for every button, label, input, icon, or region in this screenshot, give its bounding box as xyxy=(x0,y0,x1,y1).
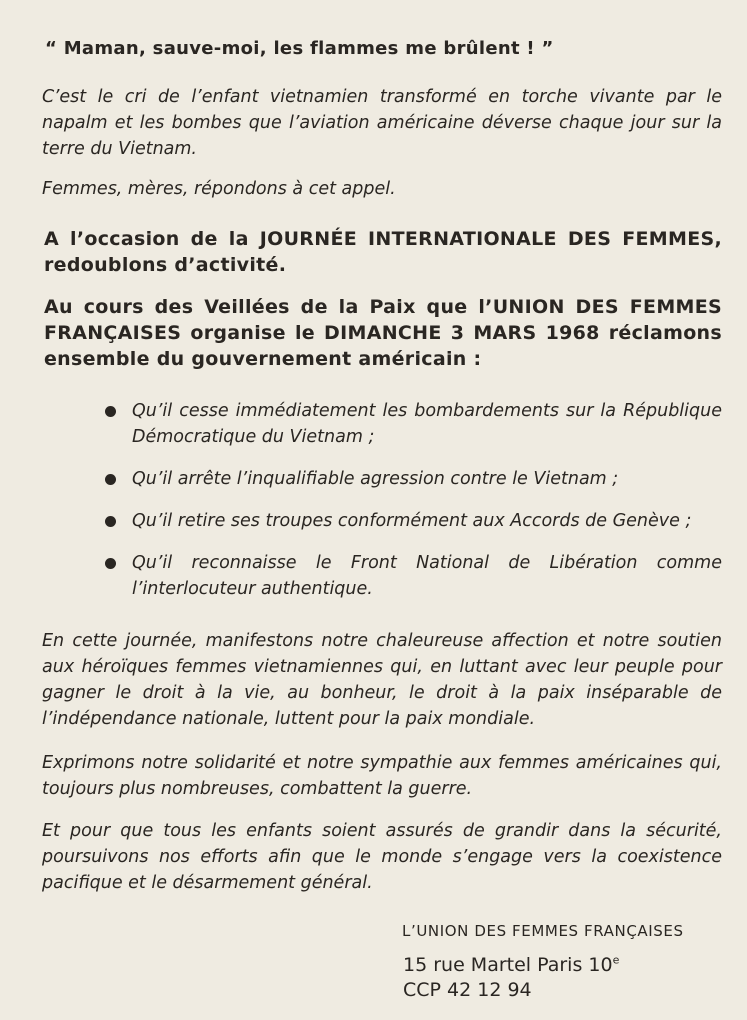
solidarity-vietnam-paragraph: En cette journée, manifestons notre chaleureuse affection et notre soutien aux héroïques femmes vietnamiennes qui, en luttant avec leur peuple pour gagner le droit à la vie, au bonheur, le droit à la paix inséparable de l’indépendance nationale, luttent pour la paix mondiale. xyxy=(42,631,722,729)
demands-list xyxy=(100,398,722,602)
ccp-number: CCP 42 12 94 xyxy=(403,979,532,1001)
bullet-icon xyxy=(105,406,116,417)
demand-text: Qu’il retire ses troupes conformément aux Accords de Genève ; xyxy=(132,511,692,531)
list-item xyxy=(100,508,722,534)
address-superscript: e xyxy=(612,953,620,967)
list-item xyxy=(100,398,722,450)
bullet-icon xyxy=(105,516,116,527)
signature-organization: L’UNION DES FEMMES FRANÇAISES xyxy=(402,922,684,940)
list-item xyxy=(100,466,722,492)
intro-paragraph: C’est le cri de l’enfant vietnamien transformé en torche vivante par le napalm et les bombes que l’aviation américaine déverse chaque jour sur la terre du Vietnam. xyxy=(42,87,722,159)
solidarity-america-paragraph: Exprimons notre solidarité et notre sympathie aux femmes américaines qui, toujours plus nombreuses, combattent la guerre. xyxy=(42,753,722,799)
signature-address-block xyxy=(403,953,619,1003)
peace-paragraph: Et pour que tous les enfants soient assurés de grandir dans la sécurité, poursuivons nos efforts afin que le monde s’engage vers la coexistence pacifique et le désarmement général. xyxy=(42,821,722,893)
bullet-icon xyxy=(105,558,116,569)
demand-text: Qu’il arrête l’inqualifiable agression contre le Vietnam ; xyxy=(132,469,619,489)
demand-text: Qu’il reconnaisse le Front National de Libération comme l’interlocuteur authentique. xyxy=(132,553,722,599)
appeal-paragraph: Femmes, mères, répondons à cet appel. xyxy=(42,179,396,199)
occasion-paragraph: A l’occasion de la JOURNÉE INTERNATIONALE DES FEMMES, redoublons d’activité. xyxy=(44,228,722,276)
address-line: 15 rue Martel Paris 10e xyxy=(403,953,620,976)
headline-quote: “ Maman, sauve-moi, les flammes me brûlent ! ” xyxy=(45,38,554,59)
vigils-paragraph: Au cours des Veillées de la Paix que l’UNION DES FEMMES FRANÇAISES organise le DIMANCHE 3 MARS 1968 réclamons ensemble du gouvernement américain : xyxy=(44,296,722,370)
list-item xyxy=(100,550,722,602)
bullet-icon xyxy=(105,474,116,485)
demand-text: Qu’il cesse immédiatement les bombardements sur la République Démocratique du Vietnam ; xyxy=(132,401,722,447)
